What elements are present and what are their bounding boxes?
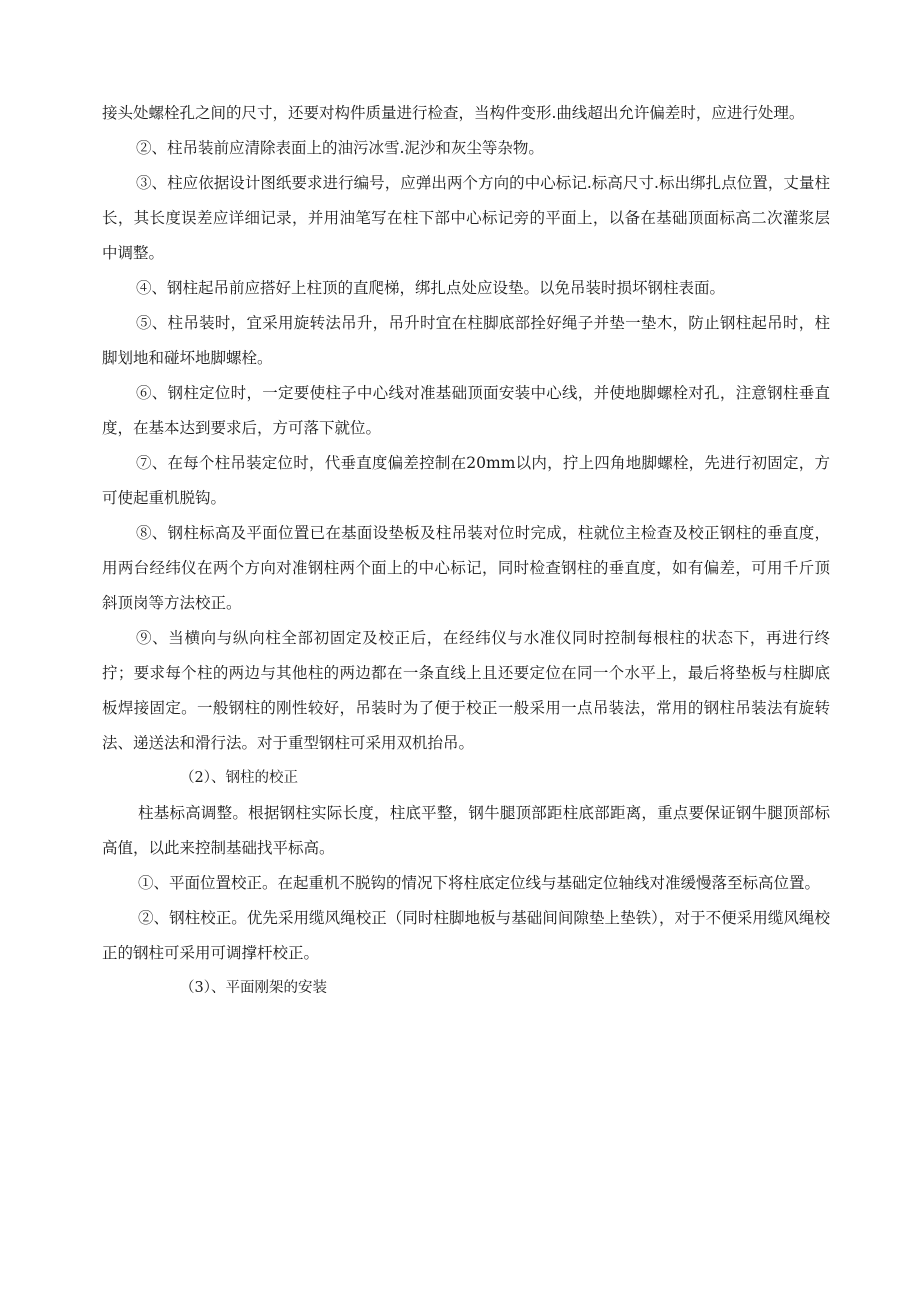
paragraph-step-5: ⑤、柱吊装时，宜采用旋转法吊升，吊升时宜在柱脚底部拴好绳子并垫一垫木，防止钢柱起吊时，柱脚划地和碰坏地脚螺栓。	[102, 314, 830, 367]
paragraph-plane-position: ①、平面位置校正。在起重机不脱钩的情况下将柱底定位线与基础定位轴线对准缓慢落至标高位置。	[138, 874, 821, 892]
paragraph-step-2: ②、柱吊装前应清除表面上的油污冰雪.泥沙和灰尘等杂物。	[136, 139, 544, 157]
paragraph-step-8: ⑧、钢柱标高及平面位置已在基面设垫板及柱吊装对位时完成，柱就位主检查及校正钢柱的垂直度，用两台经纬仪在两个方向对准钢柱两个面上的中心标记，同时检查钢柱的垂直度，如有偏差，可用千斤顶斜顶岗等方法校正。	[102, 524, 830, 612]
paragraph-base-elevation: 柱基标高调整。根据钢柱实际长度，柱底平整，钢牛腿顶部距柱底部距离，重点要保证钢牛腿顶部标高值，以此来控制基础找平标高。	[102, 804, 830, 857]
section-heading-portal-frame: （3）、平面刚架的安装	[180, 980, 327, 996]
document-page	[102, 96, 830, 1006]
paragraph-step-4: ④、钢柱起吊前应搭好上柱顶的直爬梯，绑扎点处应设垫。以免吊装时损坏钢柱表面。	[136, 279, 726, 297]
paragraph-column-correction: ②、钢柱校正。优先采用缆风绳校正（同时柱脚地板与基础间间隙垫上垫铁），对于不便采用缆风绳校正的钢柱可采用可调撑杆校正。	[102, 909, 830, 962]
paragraph-step-6: ⑥、钢柱定位时，一定要使柱子中心线对准基础顶面安装中心线，并使地脚螺栓对孔，注意钢柱垂直度，在基本达到要求后，方可落下就位。	[102, 384, 830, 437]
section-heading-column-correction: （2）、钢柱的校正	[180, 770, 298, 786]
paragraph-step-3: ③、柱应依据设计图纸要求进行编号，应弹出两个方向的中心标记.标高尺寸.标出绑扎点位置，丈量柱长，其长度误差应详细记录，并用油笔写在柱下部中心标记旁的平面上，以备在基础顶面标高二次灌浆层中调整。	[102, 174, 830, 262]
paragraph-step-9: ⑨、当横向与纵向柱全部初固定及校正后，在经纬仪与水准仪同时控制每根柱的状态下，再进行终拧；要求每个柱的两边与其他柱的两边都在一条直线上且还要定位在同一个水平上，最后将垫板与柱脚底板焊接固定。一般钢柱的刚性较好，吊装时为了便于校正一般采用一点吊装法，常用的钢柱吊装法有旋转法、递送法和滑行法。对于重型钢柱可采用双机抬吊。	[102, 629, 830, 752]
paragraph-continuation: 接头处螺栓孔之间的尺寸，还要对构件质量进行检查，当构件变形.曲线超出允许偏差时，应进行处理。	[102, 104, 805, 122]
paragraph-step-7: ⑦、在每个柱吊装定位时，代垂直度偏差控制在20mm以内，拧上四角地脚螺栓，先进行初固定，方可使起重机脱钩。	[102, 454, 830, 507]
